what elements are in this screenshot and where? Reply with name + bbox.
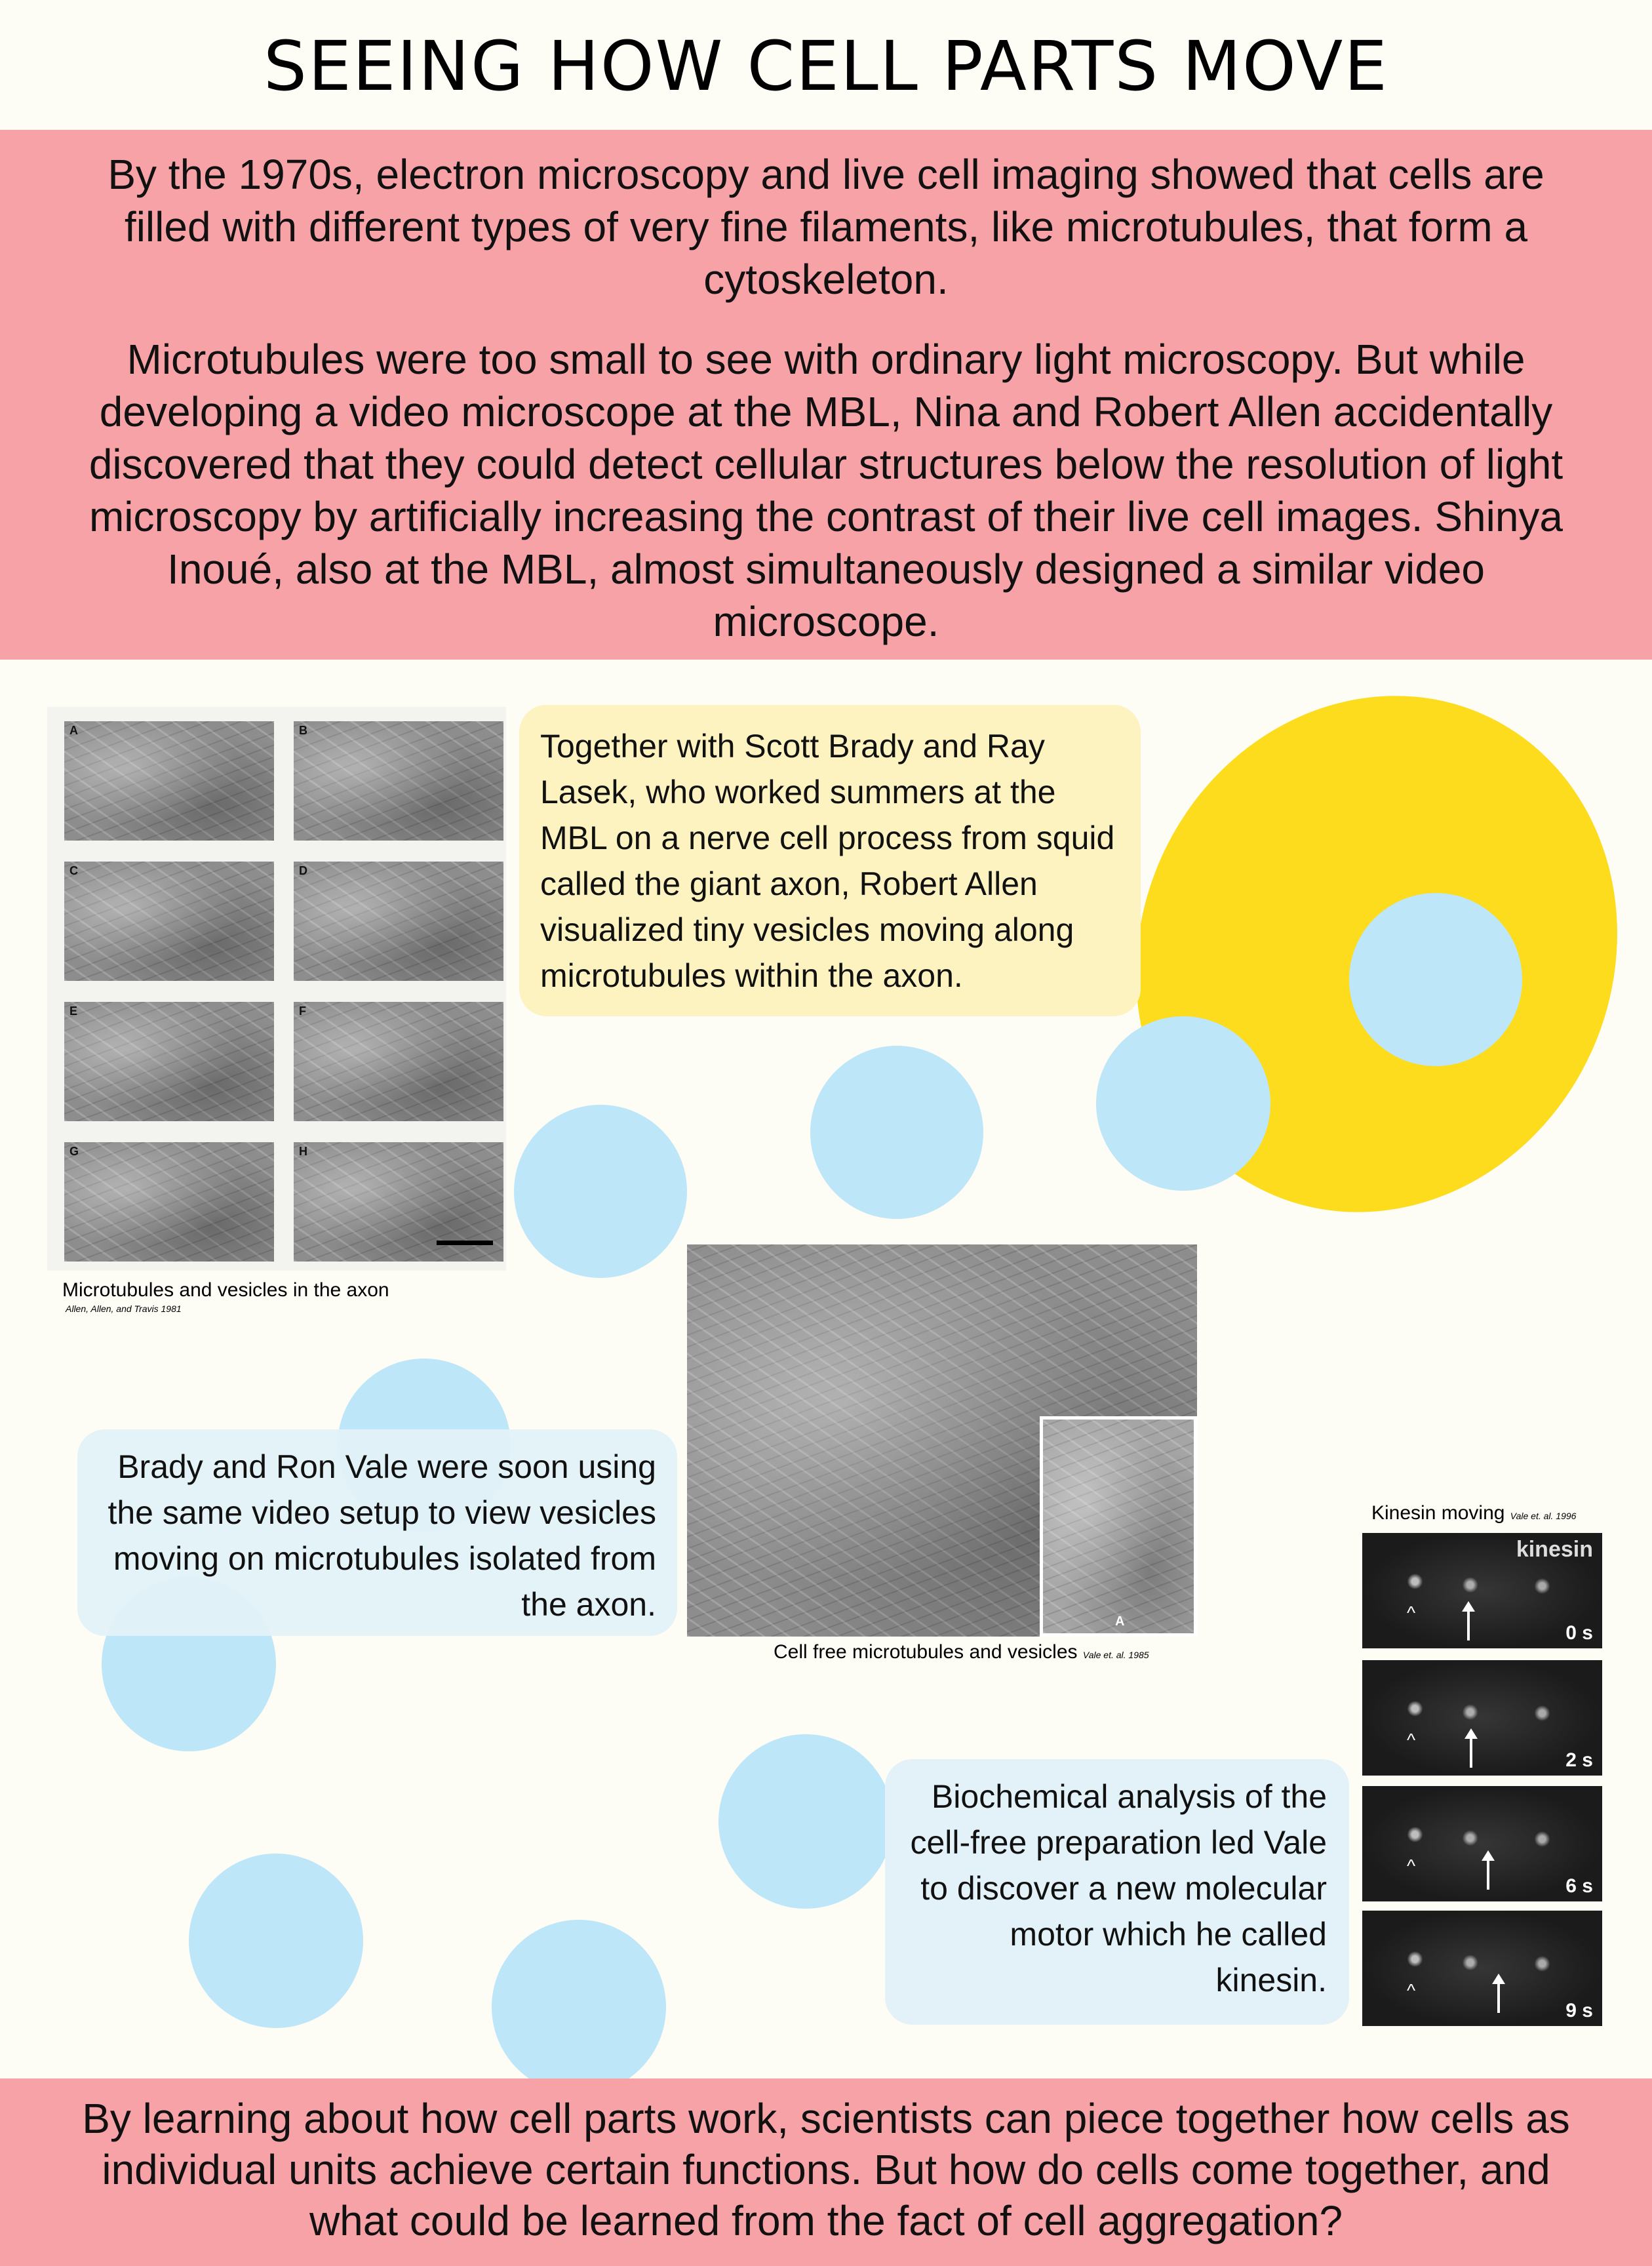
kinesin-label: kinesin <box>1516 1537 1593 1562</box>
micrograph-panel <box>64 1002 274 1121</box>
panel-letter: B <box>299 724 307 737</box>
micrograph-inset <box>1040 1416 1197 1637</box>
up-arrow-icon <box>1487 1859 1489 1890</box>
panel-letter: H <box>299 1145 307 1158</box>
time-label: 0 s <box>1565 1622 1593 1644</box>
micrograph-panel <box>294 721 503 841</box>
kinesin-caption <box>1371 1501 1576 1528</box>
cell-free-caption <box>774 1640 1149 1667</box>
text-bubble-allen: Together with Scott Brady and Ray Lasek, who worked summers at the MBL on a nerve cell process from squid called the giant axon, Robert Allen visualized tiny vesicles moving along microtubules within the axon. <box>519 705 1141 1016</box>
panel-letter: E <box>69 1004 78 1018</box>
cell-free-citation: Vale et. al. 1985 <box>1082 1650 1149 1660</box>
intro-paragraph-2: Microtubules were too small to see with ordinary light microscopy. But while developing a video microscope at the MBL, Nina and Robert Allen accidentally discovered that they could detect cellular structures below the resolution of light microscopy by artificially increasing the contrast of their live cell images. Shinya Inoué, also at the MBL, almost simultaneously designed a similar video microscope. <box>88 336 1564 645</box>
decorative-circle <box>514 1105 687 1278</box>
decorative-circle <box>189 1854 363 2028</box>
axon-micrograph-grid <box>47 707 506 1271</box>
caret-marker: ^ <box>1407 1602 1416 1623</box>
panel-letter: A <box>69 724 78 737</box>
micrograph-panel <box>294 1142 503 1262</box>
caret-marker: ^ <box>1407 1856 1416 1876</box>
up-arrow-icon <box>1497 1983 1500 2013</box>
page-title: SEEING HOW CELL PARTS MOVE <box>264 26 1388 106</box>
decorative-circle <box>810 1046 983 1219</box>
inset-letter: A <box>1115 1614 1125 1629</box>
kinesin-frame-9s <box>1362 1911 1602 2026</box>
time-label: 2 s <box>1565 1749 1593 1771</box>
cell-free-caption-text: Cell free microtubules and vesicles <box>774 1641 1078 1663</box>
panel-letter: F <box>299 1004 306 1018</box>
micrograph-panel <box>294 862 503 981</box>
time-label: 6 s <box>1565 1875 1593 1897</box>
time-label: 9 s <box>1565 2000 1593 2021</box>
decorative-circle <box>492 1920 666 2094</box>
up-arrow-icon <box>1470 1738 1472 1768</box>
cell-free-micrograph <box>687 1244 1197 1637</box>
scale-bar <box>437 1241 493 1245</box>
caret-marker: ^ <box>1407 1730 1416 1750</box>
micrograph-panel <box>64 862 274 981</box>
intro-paragraph-1: By the 1970s, electron microscopy and live cell imaging showed that cells are filled with different types of very fine filaments, like microtubules, that form a cytoskeleton. <box>108 151 1544 303</box>
outro-band <box>0 2078 1652 2266</box>
up-arrow-icon <box>1467 1610 1470 1640</box>
decorative-circle <box>718 1734 893 1909</box>
axon-citation: Allen, Allen, and Travis 1981 <box>66 1303 182 1314</box>
panel-letter: D <box>299 864 307 877</box>
panel-letter: G <box>69 1145 79 1158</box>
kinesin-frame-0s <box>1362 1533 1602 1648</box>
intro-band <box>0 130 1652 660</box>
micrograph-panel <box>64 721 274 841</box>
caret-marker: ^ <box>1407 1980 1416 2000</box>
panel-letter: C <box>69 864 78 877</box>
text-bubble-brady-vale: Brady and Ron Vale were soon using the same video setup to view vesicles moving on microtubules isolated from the axon. <box>77 1429 677 1636</box>
kinesin-caption-text: Kinesin moving <box>1371 1502 1505 1524</box>
micrograph-panel <box>294 1002 503 1121</box>
decorative-circle <box>1096 1016 1270 1191</box>
kinesin-frame-6s <box>1362 1786 1602 1901</box>
micrograph-panel <box>64 1142 274 1262</box>
kinesin-citation: Vale et. al. 1996 <box>1510 1511 1577 1521</box>
outro-paragraph: By learning about how cell parts work, scientists can piece together how cells as individual units achieve certain functions. But how do cells come together, and what could be learned from the fact of cell aggregation? <box>82 2095 1570 2244</box>
text-bubble-kinesin: Biochemical analysis of the cell-free preparation led Vale to discover a new molecular motor which he called kinesin. <box>885 1759 1349 2025</box>
nucleus-circle <box>1349 893 1522 1066</box>
kinesin-frame-2s <box>1362 1660 1602 1776</box>
axon-caption: Microtubules and vesicles in the axon <box>62 1279 389 1301</box>
